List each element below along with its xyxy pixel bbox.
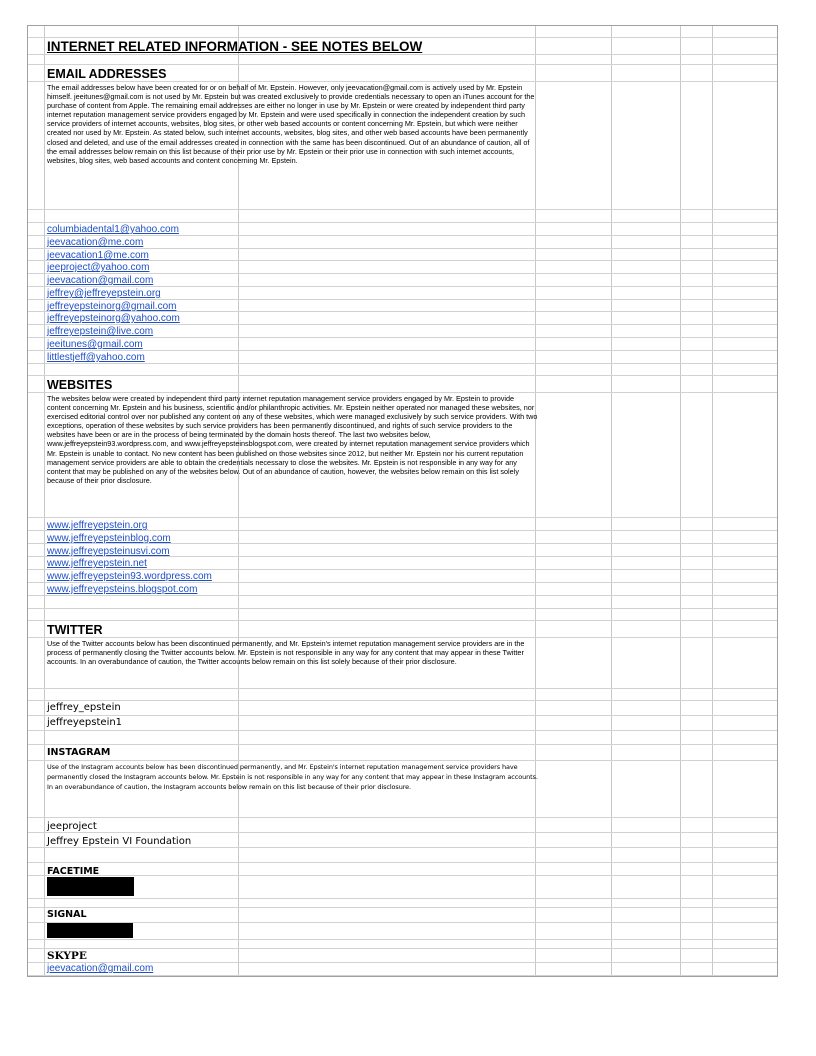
grid-row-line bbox=[28, 37, 777, 38]
grid-row-line bbox=[28, 744, 777, 745]
instagram-note: Use of the Instagram accounts below has been discontinued permanently, and Mr. Epstein's internet reputation management service providers have permanently closed the Instagram accounts below. Mr. Epstein is not responsible in any way for any content that may appear in these Instagram accounts. In an overabundance of caution, the Instagram accounts below remain on this list because of their prior disclosure. bbox=[47, 763, 538, 792]
twitter-account: jeffreyepstein1 bbox=[47, 717, 123, 728]
grid-row-line bbox=[28, 363, 777, 364]
grid-row-line bbox=[28, 730, 777, 731]
grid-row-line bbox=[28, 875, 777, 876]
grid-row-line bbox=[28, 286, 777, 287]
email-link[interactable]: columbiadental1@yahoo.com bbox=[47, 224, 179, 235]
website-link[interactable]: www.jeffreyepsteinusvi.com bbox=[47, 546, 170, 557]
twitter-heading: TWITTER bbox=[47, 623, 103, 637]
grid-row-line bbox=[28, 975, 777, 976]
grid-row-line bbox=[28, 847, 777, 848]
skype-link[interactable]: jeevacation@gmail.com bbox=[47, 963, 154, 974]
website-link[interactable]: www.jeffreyepstein.org bbox=[47, 520, 148, 531]
signal-heading: SIGNAL bbox=[47, 909, 87, 920]
grid-row-line bbox=[28, 81, 777, 82]
grid-row-line bbox=[28, 54, 777, 55]
instagram-account: Jeffrey Epstein VI Foundation bbox=[47, 836, 192, 847]
email-heading: EMAIL ADDRESSES bbox=[47, 67, 167, 81]
grid-row-line bbox=[28, 337, 777, 338]
grid-row-line bbox=[28, 222, 777, 223]
instagram-account: jeeproject bbox=[47, 821, 97, 832]
grid-row-line bbox=[28, 209, 777, 210]
websites-note: The websites below were created by independent third party internet reputation management service providers engaged by Mr. Epstein to provide content concerning Mr. Epstein and his business, scientific and/or philanthropic activities. Mr. Epstein neither operated nor managed these websites, nor exercised editorial control over nor published any content on any of these websites, which were managed exclusively by such service providers. With two exceptions, operation of these websites by such service providers has been permanently discontinued, and rights of such service providers to the websites have been or are in the process of being terminated by the domain hosts thereof. The last two websites below, www.jeffreyepstein93.wordpress.com, and www.jeffreyepsteinsblogspot.com, were created by internet reputation management service providers which Mr. Epstein is unable to contact. No new content has been published on those websites since 2012, but neither Mr. Epstein nor his current reputation management service providers are able to obtain the credentials necessary to close the websites. Mr. Epstein is not responsible in any way for any content that may be published on any of the websites below. Out of an abundance of caution, however, the websites below remain on this list solely because of their prior disclosure. bbox=[47, 394, 538, 485]
grid-row-line bbox=[28, 948, 777, 949]
grid-row-line bbox=[28, 64, 777, 65]
websites-heading: WEBSITES bbox=[47, 378, 113, 392]
grid-row-line bbox=[28, 299, 777, 300]
email-link[interactable]: jeeitunes@gmail.com bbox=[47, 339, 143, 350]
grid-column-line bbox=[44, 26, 45, 976]
grid-row-line bbox=[28, 688, 777, 689]
grid-column-line bbox=[680, 26, 681, 976]
grid-row-line bbox=[28, 907, 777, 908]
grid-row-line bbox=[28, 517, 777, 518]
grid-row-line bbox=[28, 620, 777, 621]
email-link[interactable]: jeevacation@gmail.com bbox=[47, 275, 154, 286]
grid-row-line bbox=[28, 582, 777, 583]
email-link[interactable]: jeffreyepstein@live.com bbox=[47, 326, 154, 337]
grid-row-line bbox=[28, 832, 777, 833]
email-link[interactable]: jeffreyepsteinorg@yahoo.com bbox=[47, 313, 180, 324]
grid-row-line bbox=[28, 350, 777, 351]
grid-row-line bbox=[28, 324, 777, 325]
grid-row-line bbox=[28, 760, 777, 761]
grid-row-line bbox=[28, 862, 777, 863]
grid-row-line bbox=[28, 248, 777, 249]
grid-column-line bbox=[712, 26, 713, 976]
grid-row-line bbox=[28, 898, 777, 899]
grid-row-line bbox=[28, 608, 777, 609]
email-link[interactable]: jeeproject@yahoo.com bbox=[47, 262, 150, 273]
signal-redaction bbox=[47, 923, 133, 938]
website-link[interactable]: www.jeffreyepsteins.blogspot.com bbox=[47, 584, 198, 595]
email-link[interactable]: jeffreyepsteinorg@gmail.com bbox=[47, 301, 177, 312]
grid-row-line bbox=[28, 273, 777, 274]
twitter-note: Use of the Twitter accounts below has been discontinued permanently, and Mr. Epstein's internet reputation management service providers are in the process of permanently closing the Twitter accounts below. Mr. Epstein is not responsible in any way for any content that may appear in these Twitter accounts. In an overabundance of caution, the Twitter accounts below remain on this list solely because of their prior disclosure. bbox=[47, 639, 525, 667]
grid-row-line bbox=[28, 235, 777, 236]
website-link[interactable]: www.jeffreyepstein93.wordpress.com bbox=[47, 571, 212, 582]
email-link[interactable]: jeevacation@me.com bbox=[47, 237, 144, 248]
skype-heading: SKYPE bbox=[47, 950, 87, 962]
page-title: INTERNET RELATED INFORMATION - SEE NOTES BELOW bbox=[47, 39, 423, 54]
grid-row-line bbox=[28, 569, 777, 570]
grid-column-line bbox=[535, 26, 536, 976]
grid-row-line bbox=[28, 700, 777, 701]
grid-column-line bbox=[611, 26, 612, 976]
twitter-account: jeffrey_epstein bbox=[47, 702, 121, 713]
email-note: The email addresses below have been created for or on behalf of Mr. Epstein. However, only jeevacation@gmail.com is actively used by Mr. Epstein himself. jeeitunes@gmail.com is not used by Mr. Epstein but was created exclusively to provide credentials necessary to open an iTunes account for the purchase of content from Apple. The remaining email addresses are either no longer in use by Mr. Epstein or were created by independent third party internet reputation management service providers engaged by Mr. Epstein and were used specifically in connection the independent creation by such service providers of internet accounts, websites, blog sites, or other web based accounts or content concerning Mr. Epstein, but which were neither created nor used by Mr. Epstein. As stated below, such internet accounts, websites, blog sites, and other web based accounts have been permanently closed and deleted, and use of the email addresses created in connection with the same has been discontinued. Out of an abundance of caution, all of the email addresses below remain on this list because of their prior use by Mr. Epstein or their prior use in connection with such internet accounts, websites, blog sites, web based accounts and content concerning Mr. Epstein. bbox=[47, 83, 535, 165]
instagram-heading: INSTAGRAM bbox=[47, 747, 111, 758]
grid-row-line bbox=[28, 595, 777, 596]
website-link[interactable]: www.jeffreyepsteinblog.com bbox=[47, 533, 171, 544]
facetime-heading: FACETIME bbox=[47, 866, 100, 877]
grid-row-line bbox=[28, 375, 777, 376]
spreadsheet-page bbox=[27, 25, 778, 977]
grid-column-line bbox=[238, 26, 239, 976]
email-link[interactable]: jeffrey@jeffreyepstein.org bbox=[47, 288, 161, 299]
email-link[interactable]: littlestjeff@yahoo.com bbox=[47, 352, 145, 363]
grid-row-line bbox=[28, 715, 777, 716]
grid-row-line bbox=[28, 922, 777, 923]
facetime-redaction bbox=[47, 877, 134, 896]
grid-row-line bbox=[28, 939, 777, 940]
grid-row-line bbox=[28, 637, 777, 638]
grid-row-line bbox=[28, 392, 777, 393]
email-link[interactable]: jeevacation1@me.com bbox=[47, 250, 149, 261]
grid-row-line bbox=[28, 817, 777, 818]
website-link[interactable]: www.jeffreyepstein.net bbox=[47, 558, 147, 569]
